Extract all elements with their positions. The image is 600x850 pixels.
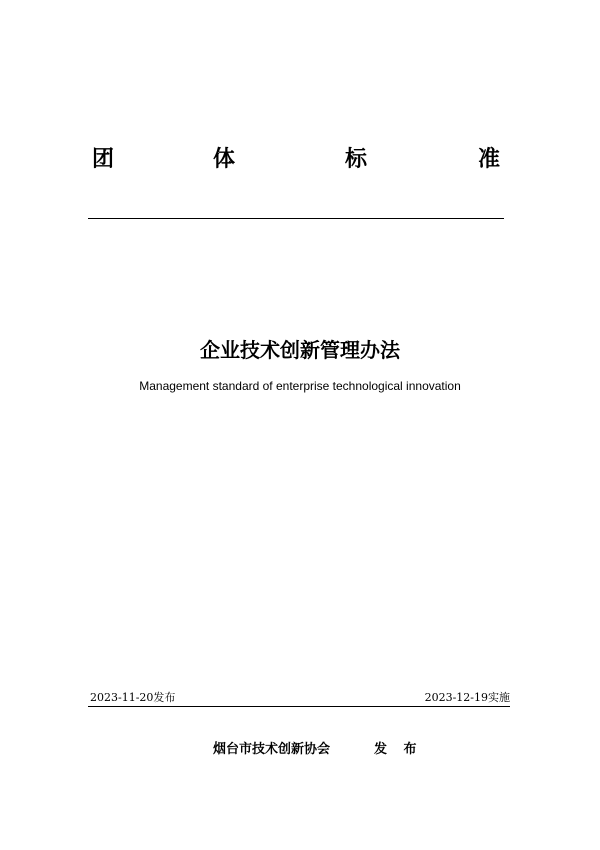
heading-char-4: 准 (478, 147, 501, 172)
publisher-line (0, 740, 600, 760)
document-title: 企业技术创新管理办法 (200, 338, 400, 362)
header-divider (88, 218, 504, 219)
heading-char-2: 体 (213, 147, 236, 172)
document-english-title: Management standard of enterprise technological innovation (139, 379, 461, 393)
heading-char-1: 团 (92, 147, 115, 172)
issue-date: 2023-11-20发布 (90, 691, 176, 704)
footer-divider (88, 706, 510, 707)
publisher-name: 烟台市技术创新协会 (213, 742, 331, 757)
publish-label: 发 布 (374, 742, 423, 757)
implementation-date: 2023-12-19实施 (424, 691, 510, 704)
heading-char-3: 标 (345, 147, 368, 172)
standard-type-heading (92, 144, 502, 176)
